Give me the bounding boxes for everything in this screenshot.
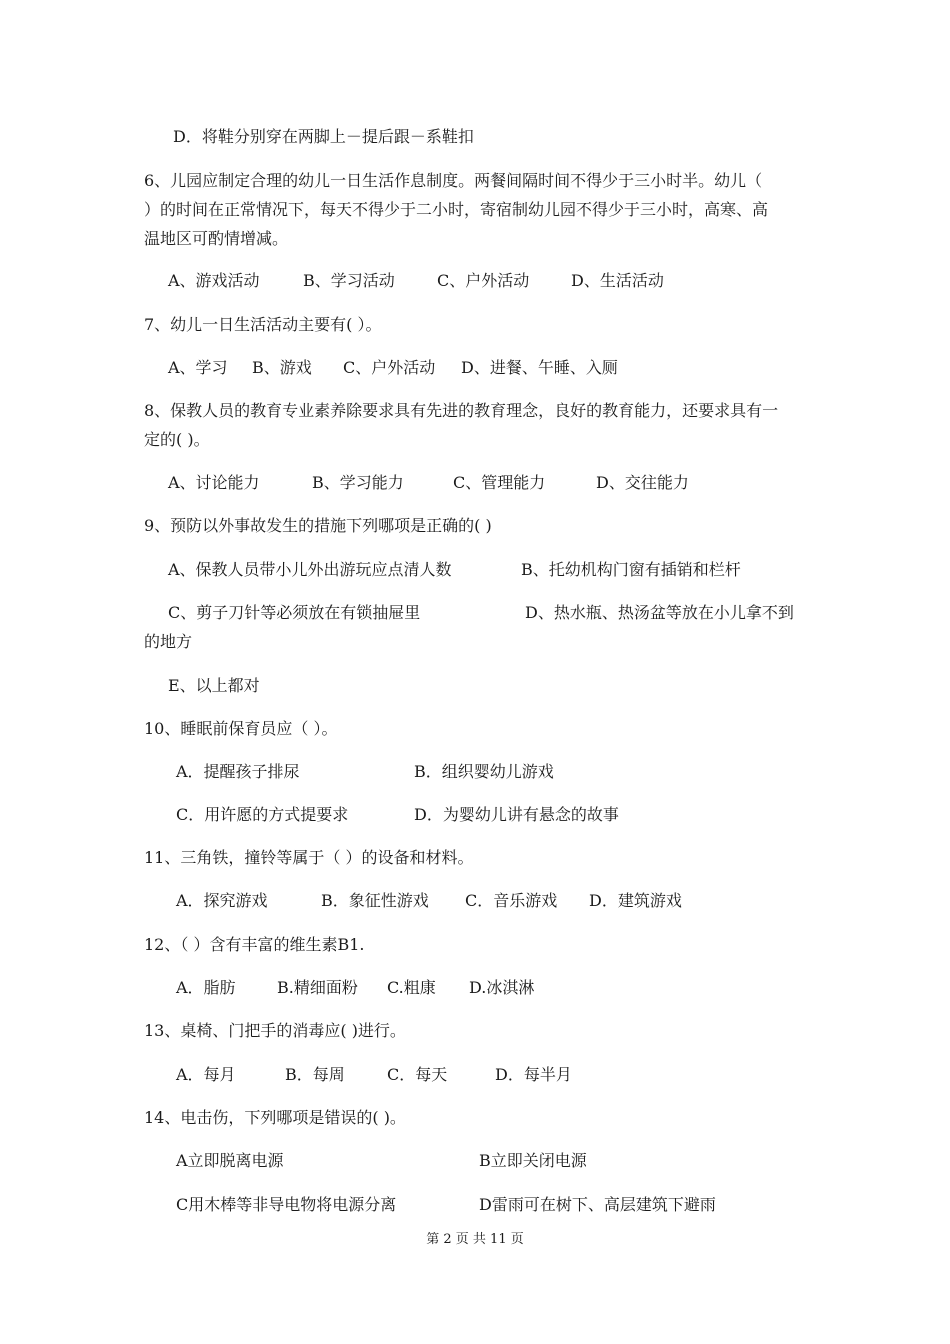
q12-option-b: B.精细面粉 (277, 978, 358, 997)
q6-option-b: B、学习活动 (303, 271, 395, 290)
q12-stem: 12、（ ）含有丰富的维生素B1. (144, 935, 365, 954)
q8-option-c: C、管理能力 (453, 473, 546, 492)
q10-option-a: A．提醒孩子排尿 (176, 762, 300, 781)
q12-option-c: C.粗康 (387, 978, 436, 997)
q10-option-c: C．用许愿的方式提要求 (176, 805, 349, 824)
q6-option-a: A、游戏活动 (168, 271, 260, 290)
q6-option-d: D、生活活动 (571, 271, 664, 290)
q13-option-c: C．每天 (387, 1065, 448, 1084)
q9-option-b: B、托幼机构门窗有插销和栏杆 (521, 560, 741, 579)
q14-option-a: A立即脱离电源 (176, 1151, 284, 1170)
q10-option-d: D．为婴幼儿讲有悬念的故事 (414, 805, 619, 824)
q12-option-d: D.冰淇淋 (469, 978, 535, 997)
q14-option-b: B立即关闭电源 (479, 1151, 587, 1170)
q9-option-d: D、热水瓶、热汤盆等放在小儿拿不到 (525, 603, 794, 622)
q9-option-c: C、剪子刀针等必须放在有锁抽屉里 (168, 603, 421, 622)
q13-stem: 13、桌椅、门把手的消毒应( )进行。 (144, 1021, 406, 1040)
q9-stem: 9、预防以外事故发生的措施下列哪项是正确的( ) (144, 516, 492, 535)
q11-option-c: C．音乐游戏 (465, 891, 558, 910)
q6-stem-line3: 温地区可酌情增减。 (144, 229, 289, 248)
q9-option-d-continued: 的地方 (144, 632, 193, 651)
q14-option-c: C用木棒等非导电物将电源分离 (176, 1195, 397, 1214)
q13-option-d: D．每半月 (495, 1065, 572, 1084)
q7-option-a: A、学习 (168, 358, 228, 377)
q11-stem: 11、三角铁，撞铃等属于（ ）的设备和材料。 (144, 848, 474, 867)
q13-option-a: A．每月 (176, 1065, 236, 1084)
q8-option-b: B、学习能力 (312, 473, 404, 492)
q8-option-d: D、交往能力 (596, 473, 689, 492)
q10-stem: 10、睡眠前保育员应（ ）。 (144, 719, 338, 738)
q11-option-d: D．建筑游戏 (589, 891, 682, 910)
q6-stem-line2: ）的时间在正常情况下，每天不得少于二小时，寄宿制幼儿园不得少于三小时，高寒、高 (144, 200, 769, 219)
page-number-footer: 第 2 页 共 11 页 (426, 1232, 524, 1247)
q13-option-b: B．每周 (285, 1065, 345, 1084)
q7-option-d: D、进餐、午睡、入厕 (461, 358, 618, 377)
q10-option-b: B．组织婴幼儿游戏 (414, 762, 554, 781)
q11-option-b: B．象征性游戏 (321, 891, 429, 910)
q7-stem: 7、幼儿一日生活活动主要有( ）。 (144, 315, 382, 334)
q12-option-a: A．脂肪 (176, 978, 236, 997)
q5-option-d: D．将鞋分别穿在两脚上－提后跟－系鞋扣 (173, 127, 474, 146)
q7-option-c: C、户外活动 (343, 358, 436, 377)
q8-stem-line1: 8、保教人员的教育专业素养除要求具有先进的教育理念，良好的教育能力，还要求具有一 (144, 401, 779, 420)
q7-option-b: B、游戏 (252, 358, 312, 377)
q14-option-d: D雷雨可在树下、高层建筑下避雨 (479, 1195, 716, 1214)
q9-option-a: A、保教人员带小儿外出游玩应点清人数 (168, 560, 452, 579)
q8-stem-line2: 定的( )。 (144, 430, 210, 449)
q6-stem-line1: 6、儿园应制定合理的幼儿一日生活作息制度。两餐间隔时间不得少于三小时半。幼儿（ (144, 171, 763, 190)
q6-option-c: C、户外活动 (437, 271, 530, 290)
q14-stem: 14、电击伤，下列哪项是错误的( )。 (144, 1108, 406, 1127)
q8-option-a: A、讨论能力 (168, 473, 260, 492)
q11-option-a: A．探究游戏 (176, 891, 268, 910)
q9-option-e: E、以上都对 (168, 676, 260, 695)
